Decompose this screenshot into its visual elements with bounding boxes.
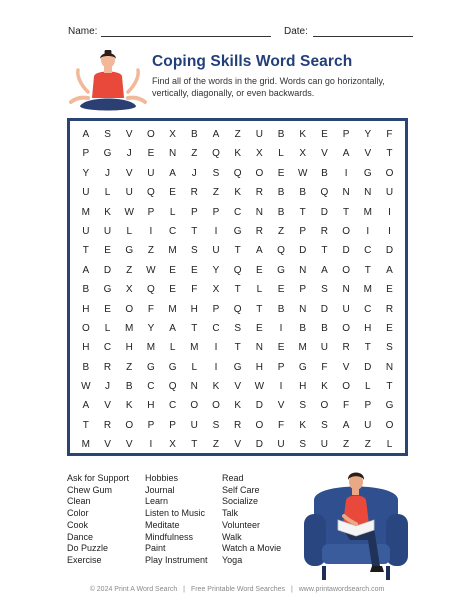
- grid-letter[interactable]: A: [82, 129, 90, 140]
- grid-letter[interactable]: A: [256, 245, 263, 257]
- grid-letter[interactable]: T: [386, 148, 393, 160]
- grid-letter[interactable]: I: [279, 322, 283, 334]
- word-item: Journal: [145, 484, 175, 495]
- grid-letter[interactable]: T: [321, 245, 328, 257]
- grid-letter[interactable]: B: [299, 187, 307, 199]
- grid-letter[interactable]: Q: [320, 187, 329, 199]
- grid-letter[interactable]: S: [212, 167, 220, 179]
- grid-letter[interactable]: O: [342, 264, 350, 276]
- grid-letter[interactable]: B: [321, 167, 328, 179]
- grid-letter[interactable]: B: [82, 361, 90, 373]
- grid-letter[interactable]: I: [214, 225, 218, 237]
- word-item: Yoga: [222, 554, 243, 565]
- grid-letter[interactable]: W: [124, 206, 134, 218]
- grid-letter[interactable]: C: [212, 322, 220, 334]
- grid-letter[interactable]: Q: [212, 148, 220, 160]
- grid-letter[interactable]: C: [103, 342, 112, 354]
- grid-letter[interactable]: A: [82, 264, 90, 276]
- grid-letter[interactable]: X: [125, 284, 133, 296]
- word-item: Walk: [222, 531, 242, 542]
- grid-letter[interactable]: R: [320, 225, 329, 237]
- grid-letter[interactable]: Z: [147, 245, 154, 257]
- grid-letter[interactable]: V: [125, 129, 133, 140]
- grid-letter[interactable]: N: [364, 187, 372, 199]
- grid-letter[interactable]: F: [191, 284, 198, 296]
- grid-letter[interactable]: Q: [147, 284, 155, 296]
- grid-letter[interactable]: S: [386, 342, 393, 354]
- grid-letter[interactable]: H: [125, 342, 133, 354]
- grid-letter[interactable]: P: [82, 148, 90, 160]
- grid-letter[interactable]: T: [82, 419, 89, 431]
- grid-letter[interactable]: R: [255, 187, 263, 199]
- word-item: Mindfulness: [145, 531, 194, 542]
- grid-letter[interactable]: Z: [126, 361, 133, 373]
- word-item: Paint: [145, 543, 166, 554]
- grid-letter[interactable]: F: [277, 419, 285, 431]
- grid-letter[interactable]: P: [364, 400, 372, 412]
- grid-letter[interactable]: A: [342, 148, 350, 160]
- grid-letter[interactable]: R: [234, 419, 242, 431]
- grid-letter[interactable]: K: [234, 148, 241, 160]
- grid-letter[interactable]: C: [364, 303, 372, 315]
- word-item: Do Puzzle: [67, 543, 109, 554]
- grid-letter[interactable]: H: [82, 303, 90, 315]
- grid-letter[interactable]: E: [386, 284, 393, 296]
- grid-letter[interactable]: G: [363, 167, 372, 179]
- grid-letter[interactable]: U: [255, 129, 263, 140]
- grid-letter[interactable]: O: [385, 167, 394, 179]
- grid-letter[interactable]: O: [212, 400, 220, 412]
- meditating-person-illustration: [66, 50, 150, 116]
- grid-letter[interactable]: O: [125, 419, 134, 431]
- grid-letter[interactable]: J: [191, 167, 197, 179]
- grid-letter[interactable]: P: [299, 284, 307, 296]
- grid-letter[interactable]: M: [363, 206, 372, 218]
- grid-letter[interactable]: T: [256, 303, 263, 315]
- grid-letter[interactable]: O: [320, 400, 329, 412]
- grid-letter[interactable]: M: [168, 303, 177, 315]
- grid-letter[interactable]: U: [82, 225, 90, 237]
- grid-letter[interactable]: E: [169, 284, 176, 296]
- grid-letter[interactable]: D: [320, 206, 329, 218]
- word-item: Exercise: [67, 554, 102, 565]
- word-item: Hobbies: [145, 473, 179, 483]
- grid-letter[interactable]: N: [385, 361, 394, 373]
- grid-letter[interactable]: M: [298, 342, 307, 354]
- grid-letter[interactable]: V: [104, 439, 111, 451]
- grid-letter[interactable]: H: [147, 400, 155, 412]
- grid-letter[interactable]: V: [364, 148, 372, 160]
- grid-letter[interactable]: L: [126, 225, 132, 237]
- word-item: Clean: [67, 496, 91, 507]
- grid-letter[interactable]: O: [342, 225, 350, 237]
- grid-letter[interactable]: Q: [233, 264, 242, 276]
- grid-letter[interactable]: E: [104, 245, 111, 257]
- grid-letter[interactable]: V: [234, 381, 241, 393]
- grid-letter[interactable]: T: [234, 284, 241, 296]
- grid-letter[interactable]: U: [147, 167, 155, 179]
- grid-letter[interactable]: E: [277, 167, 285, 179]
- grid-letter[interactable]: L: [169, 342, 176, 354]
- grid-letter[interactable]: K: [234, 187, 241, 199]
- grid-letter[interactable]: T: [234, 245, 241, 257]
- grid-letter[interactable]: U: [320, 342, 329, 354]
- grid-letter[interactable]: E: [277, 284, 285, 296]
- grid-letter[interactable]: R: [342, 342, 350, 354]
- grid-letter[interactable]: R: [190, 187, 198, 199]
- grid-letter[interactable]: S: [321, 419, 328, 431]
- footer-copyright: © 2024 Print A Word Search: [89, 586, 178, 593]
- grid-letter[interactable]: P: [169, 419, 176, 431]
- grid-letter[interactable]: E: [256, 264, 263, 276]
- grid-letter[interactable]: Q: [233, 303, 242, 315]
- grid-letter[interactable]: U: [125, 187, 133, 199]
- grid-letter[interactable]: G: [233, 361, 242, 373]
- grid-letter[interactable]: H: [255, 361, 263, 373]
- grid-letter[interactable]: G: [298, 361, 307, 373]
- grid-letter[interactable]: X: [169, 439, 176, 451]
- grid-letter[interactable]: P: [299, 225, 307, 237]
- grid-letter[interactable]: G: [385, 400, 394, 412]
- word-search-grid-frame: [67, 118, 408, 456]
- word-item: Learn: [145, 496, 169, 507]
- grid-letter[interactable]: N: [255, 206, 263, 218]
- word-item: Meditate: [145, 519, 180, 530]
- grid-letter[interactable]: B: [190, 129, 198, 140]
- grid-letter[interactable]: C: [234, 206, 242, 218]
- grid-letter[interactable]: L: [256, 284, 263, 296]
- grid-letter[interactable]: V: [125, 439, 133, 451]
- name-label: Name:: [68, 26, 98, 37]
- grid-letter[interactable]: J: [105, 381, 111, 393]
- word-item: Dance: [67, 531, 94, 542]
- grid-letter[interactable]: W: [254, 381, 265, 393]
- grid-letter[interactable]: I: [388, 225, 391, 237]
- grid-letter[interactable]: Q: [233, 167, 242, 179]
- grid-letter[interactable]: G: [168, 361, 177, 373]
- grid-letter[interactable]: O: [385, 419, 394, 431]
- grid-letter[interactable]: V: [321, 148, 328, 160]
- grid-letter[interactable]: Z: [234, 129, 241, 140]
- grid-letter[interactable]: L: [191, 361, 198, 373]
- grid-letter[interactable]: M: [190, 342, 199, 354]
- grid-letter[interactable]: Z: [126, 264, 133, 276]
- grid-letter[interactable]: T: [82, 245, 89, 257]
- grid-letter[interactable]: B: [321, 322, 328, 334]
- word-list-column-2: [145, 473, 208, 567]
- grid-letter[interactable]: C: [168, 225, 177, 237]
- word-list-column-1: [67, 473, 129, 567]
- grid-letter[interactable]: Y: [82, 167, 90, 179]
- grid-letter[interactable]: D: [320, 303, 329, 315]
- grid-letter[interactable]: E: [169, 264, 176, 276]
- date-line[interactable]: [313, 36, 413, 37]
- grid-letter[interactable]: R: [103, 361, 112, 373]
- grid-letter[interactable]: S: [299, 400, 307, 412]
- grid-letter[interactable]: N: [299, 303, 307, 315]
- grid-letter[interactable]: Q: [168, 381, 177, 393]
- grid-letter[interactable]: D: [342, 245, 350, 257]
- date-label: Date:: [284, 26, 308, 37]
- footer-separator: |: [290, 586, 293, 593]
- grid-letter[interactable]: K: [104, 206, 111, 218]
- word-item: Play Instrument: [145, 554, 208, 565]
- grid-letter[interactable]: L: [365, 381, 371, 393]
- grid-letter[interactable]: A: [386, 264, 393, 276]
- grid-letter[interactable]: O: [255, 419, 264, 431]
- grid-letter[interactable]: N: [342, 284, 350, 296]
- grid-letter[interactable]: Z: [364, 439, 371, 451]
- grid-letter[interactable]: Y: [364, 129, 372, 140]
- grid-letter[interactable]: B: [82, 284, 90, 296]
- grid-letter[interactable]: A: [342, 419, 350, 431]
- grid-letter[interactable]: C: [147, 381, 155, 393]
- grid-letter[interactable]: S: [212, 419, 220, 431]
- grid-letter[interactable]: F: [386, 129, 393, 140]
- grid-letter[interactable]: K: [234, 400, 241, 412]
- grid-letter[interactable]: D: [103, 264, 112, 276]
- grid-letter[interactable]: T: [234, 342, 241, 354]
- grid-letter[interactable]: N: [342, 187, 350, 199]
- grid-letter[interactable]: J: [126, 148, 132, 160]
- grid-letter[interactable]: B: [125, 381, 133, 393]
- grid-letter[interactable]: G: [125, 245, 134, 257]
- grid-letter[interactable]: U: [320, 439, 329, 451]
- word-item: Listen to Music: [145, 508, 206, 519]
- word-item: Chew Gum: [67, 484, 113, 495]
- grid-letter[interactable]: K: [299, 129, 307, 140]
- word-item: Talk: [222, 508, 239, 519]
- grid-letter[interactable]: V: [104, 400, 111, 412]
- grid-letter[interactable]: N: [299, 264, 307, 276]
- grid-letter[interactable]: P: [190, 206, 198, 218]
- grid-letter[interactable]: G: [103, 284, 112, 296]
- footer-tagline: Free Printable Word Searches: [190, 586, 285, 593]
- grid-letter[interactable]: E: [321, 129, 328, 140]
- grid-letter[interactable]: G: [147, 361, 155, 373]
- grid-letter[interactable]: O: [342, 322, 350, 334]
- grid-letter[interactable]: S: [234, 322, 241, 334]
- grid-letter[interactable]: A: [169, 322, 176, 334]
- grid-letter[interactable]: I: [344, 167, 348, 179]
- grid-letter[interactable]: V: [125, 167, 133, 179]
- page-title: Coping Skills Word Search: [152, 53, 353, 70]
- grid-letter[interactable]: O: [81, 322, 90, 334]
- grid-letter[interactable]: W: [81, 381, 91, 393]
- grid-letter[interactable]: R: [385, 303, 394, 315]
- grid-letter[interactable]: D: [385, 245, 394, 257]
- grid-letter[interactable]: E: [147, 148, 155, 160]
- grid-letter[interactable]: A: [169, 167, 176, 179]
- grid-letter[interactable]: I: [279, 381, 283, 393]
- grid-letter[interactable]: V: [234, 439, 241, 451]
- grid-letter[interactable]: S: [190, 245, 198, 257]
- grid-letter[interactable]: H: [364, 322, 372, 334]
- grid-letter[interactable]: T: [364, 264, 371, 276]
- grid-letter[interactable]: E: [190, 264, 198, 276]
- grid-letter[interactable]: E: [104, 303, 111, 315]
- name-line[interactable]: [101, 36, 271, 37]
- grid-letter[interactable]: E: [386, 322, 393, 334]
- grid-letter[interactable]: I: [214, 342, 218, 354]
- reading-person-in-armchair-illustration: [300, 462, 412, 584]
- grid-letter[interactable]: C: [364, 245, 372, 257]
- word-item: Volunteer: [222, 519, 261, 530]
- grid-letter[interactable]: I: [366, 225, 370, 237]
- grid-letter[interactable]: H: [299, 381, 307, 393]
- grid-letter[interactable]: D: [255, 439, 263, 451]
- grid-letter[interactable]: D: [255, 400, 263, 412]
- grid-letter[interactable]: P: [277, 361, 285, 373]
- grid-letter[interactable]: V: [342, 361, 350, 373]
- word-item: Self Care: [222, 484, 260, 495]
- grid-letter[interactable]: T: [191, 225, 198, 237]
- grid-letter[interactable]: L: [104, 322, 111, 334]
- grid-letter[interactable]: Z: [277, 225, 285, 237]
- grid-letter[interactable]: T: [191, 322, 198, 334]
- grid-letter[interactable]: Y: [212, 264, 220, 276]
- grid-letter[interactable]: Z: [212, 187, 220, 199]
- grid-letter[interactable]: N: [168, 148, 177, 160]
- grid-letter[interactable]: M: [125, 322, 134, 334]
- grid-letter[interactable]: X: [256, 148, 263, 160]
- grid-letter[interactable]: K: [212, 381, 220, 393]
- grid-letter[interactable]: Q: [147, 187, 155, 199]
- footer-separator: |: [183, 586, 185, 593]
- grid-letter[interactable]: S: [321, 284, 328, 296]
- grid-letter[interactable]: P: [342, 129, 350, 140]
- grid-letter[interactable]: P: [212, 303, 220, 315]
- grid-letter[interactable]: Q: [277, 245, 285, 257]
- grid-letter[interactable]: U: [103, 225, 112, 237]
- grid-letter[interactable]: K: [125, 400, 133, 412]
- grid-letter[interactable]: L: [386, 439, 393, 451]
- word-item: Ask for Support: [67, 473, 130, 483]
- grid-letter[interactable]: A: [82, 400, 90, 412]
- grid-letter[interactable]: R: [103, 419, 112, 431]
- grid-letter[interactable]: U: [212, 245, 220, 257]
- grid-letter[interactable]: U: [364, 419, 372, 431]
- grid-letter[interactable]: O: [147, 129, 155, 140]
- grid-letter[interactable]: I: [149, 225, 153, 237]
- instructions-text: Find all of the words in the grid. Words can go horizontally, vertically, diagonally, or even backwards.: [152, 76, 385, 98]
- grid-letter[interactable]: O: [190, 400, 199, 412]
- grid-letter[interactable]: M: [363, 284, 372, 296]
- grid-letter[interactable]: A: [212, 129, 220, 140]
- word-item: Watch a Movie: [222, 543, 282, 554]
- grid-letter[interactable]: B: [277, 129, 285, 140]
- grid-letter[interactable]: F: [343, 400, 350, 412]
- name-date-row: [68, 24, 413, 42]
- grid-letter[interactable]: B: [277, 303, 285, 315]
- grid-letter[interactable]: M: [81, 206, 91, 218]
- grid-letter[interactable]: I: [388, 206, 391, 218]
- grid-letter[interactable]: P: [147, 206, 155, 218]
- grid-letter[interactable]: S: [104, 129, 111, 140]
- grid-letter[interactable]: H: [190, 303, 198, 315]
- footer-site-link[interactable]: www.printawordsearch.com: [298, 586, 385, 593]
- grid-letter[interactable]: U: [190, 419, 198, 431]
- grid-letter[interactable]: K: [299, 419, 307, 431]
- grid-letter[interactable]: T: [191, 439, 198, 451]
- grid-letter[interactable]: P: [147, 419, 155, 431]
- grid-letter[interactable]: A: [321, 264, 328, 276]
- grid-letter[interactable]: F: [147, 303, 154, 315]
- grid-letter[interactable]: V: [277, 400, 285, 412]
- grid-letter[interactable]: L: [278, 148, 284, 160]
- grid-letter[interactable]: Y: [147, 322, 155, 334]
- grid-letter[interactable]: O: [255, 167, 264, 179]
- grid-letter[interactable]: I: [214, 361, 218, 373]
- grid-letter[interactable]: Z: [343, 439, 350, 451]
- grid-letter[interactable]: X: [299, 148, 307, 160]
- grid-letter[interactable]: H: [82, 342, 90, 354]
- grid-letter[interactable]: B: [299, 322, 307, 334]
- grid-letter[interactable]: X: [212, 284, 220, 296]
- grid-letter[interactable]: X: [169, 129, 176, 140]
- word-search-grid[interactable]: [75, 125, 400, 455]
- grid-letter[interactable]: B: [277, 206, 285, 218]
- grid-letter[interactable]: N: [190, 381, 198, 393]
- grid-letter[interactable]: S: [299, 439, 307, 451]
- grid-letter[interactable]: K: [321, 381, 328, 393]
- grid-letter[interactable]: W: [146, 264, 156, 276]
- grid-letter[interactable]: T: [299, 206, 306, 218]
- grid-letter[interactable]: F: [321, 361, 328, 373]
- grid-letter[interactable]: W: [297, 167, 308, 179]
- word-item: Cook: [67, 519, 89, 530]
- grid-letter[interactable]: L: [169, 206, 176, 218]
- grid-letter[interactable]: E: [256, 322, 263, 334]
- grid-letter[interactable]: B: [277, 187, 285, 199]
- grid-letter[interactable]: E: [169, 187, 176, 199]
- grid-letter[interactable]: R: [255, 225, 263, 237]
- grid-letter[interactable]: N: [255, 342, 263, 354]
- word-item: Color: [67, 508, 89, 519]
- grid-letter[interactable]: G: [103, 148, 112, 160]
- grid-letter[interactable]: M: [168, 245, 177, 257]
- grid-letter[interactable]: G: [233, 225, 242, 237]
- grid-letter[interactable]: T: [364, 342, 371, 354]
- grid-letter[interactable]: D: [364, 361, 372, 373]
- grid-letter[interactable]: M: [81, 439, 91, 451]
- grid-letter[interactable]: C: [168, 400, 177, 412]
- grid-letter[interactable]: L: [104, 187, 111, 199]
- grid-letter[interactable]: Z: [191, 148, 198, 160]
- grid-letter[interactable]: U: [277, 439, 285, 451]
- grid-letter[interactable]: D: [299, 245, 307, 257]
- grid-letter[interactable]: U: [82, 187, 90, 199]
- grid-letter[interactable]: T: [386, 381, 393, 393]
- footer: [0, 586, 474, 593]
- word-item: Socialize: [222, 496, 259, 507]
- grid-letter[interactable]: M: [146, 342, 156, 354]
- grid-letter[interactable]: P: [212, 206, 220, 218]
- word-list-column-3: [222, 473, 281, 567]
- grid-letter[interactable]: G: [277, 264, 285, 276]
- grid-letter[interactable]: E: [277, 342, 285, 354]
- grid-letter[interactable]: O: [125, 303, 134, 315]
- grid-letter[interactable]: Z: [212, 439, 220, 451]
- grid-letter[interactable]: U: [342, 303, 350, 315]
- grid-letter[interactable]: I: [149, 439, 153, 451]
- grid-letter[interactable]: U: [385, 187, 394, 199]
- word-item: Read: [222, 473, 244, 483]
- grid-letter[interactable]: J: [105, 167, 111, 179]
- grid-letter[interactable]: O: [342, 381, 350, 393]
- grid-letter[interactable]: T: [343, 206, 350, 218]
